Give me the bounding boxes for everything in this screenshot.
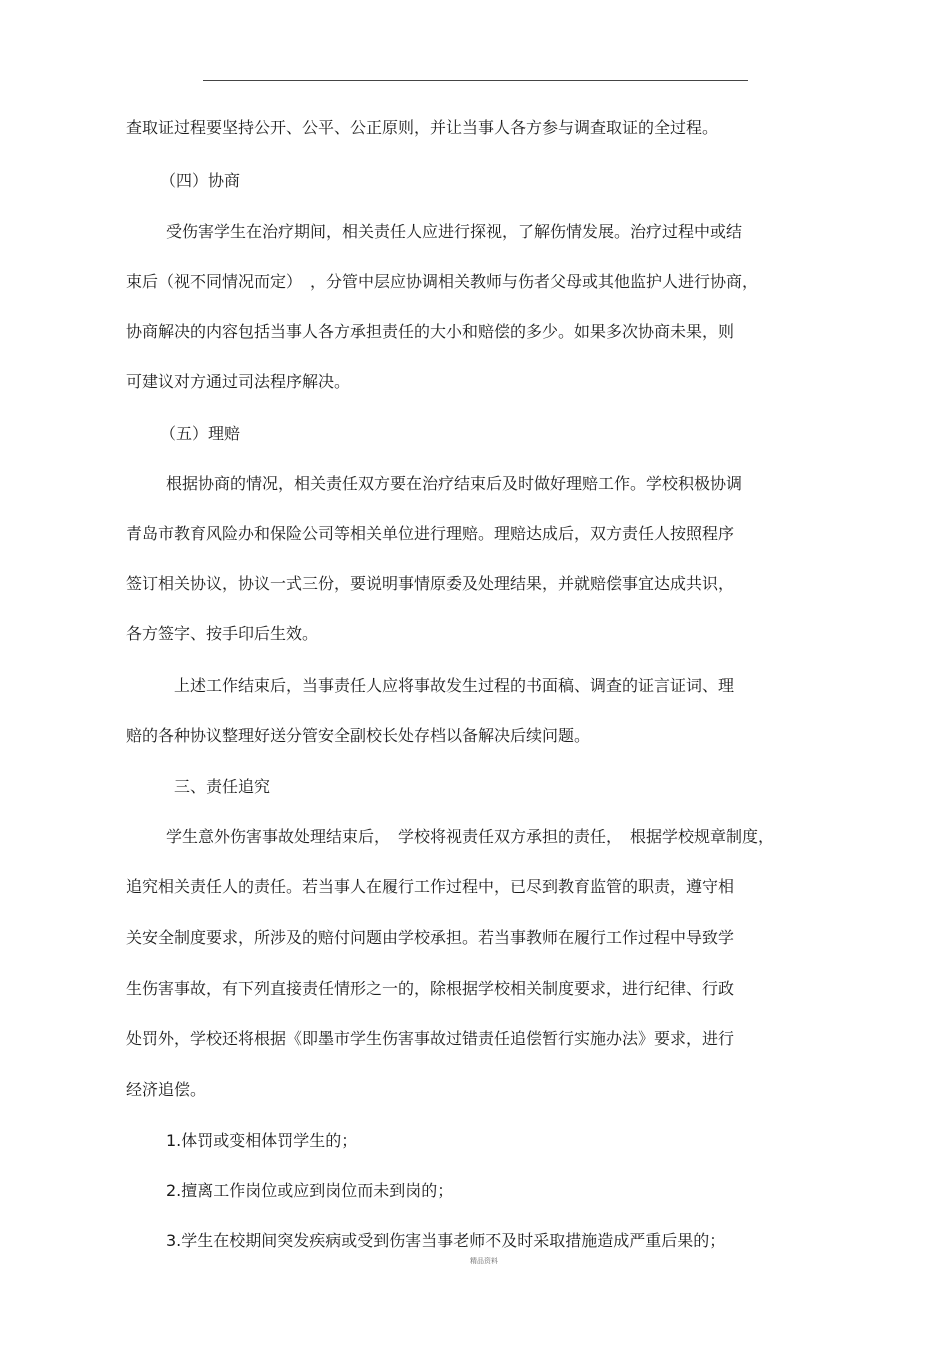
paragraph-line: 关安全制度要求，所涉及的赔付问题由学校承担。若当事教师在履行工作过程中导致学 <box>126 928 735 947</box>
paragraph-line: 查取证过程要坚持公开、公平、公正原则，并让当事人各方参与调查取证的全过程。 <box>126 118 719 137</box>
list-item: 1.体罚或变相体罚学生的； <box>166 1131 358 1150</box>
paragraph-line: 赔的各种协议整理好送分管安全副校长处存档以备解决后续问题。 <box>126 726 591 745</box>
paragraph-line: 根据协商的情况，相关责任双方要在治疗结束后及时做好理赔工作。学校积极协调 <box>166 474 743 493</box>
section-heading: （四）协商 <box>160 171 241 190</box>
paragraph-line: 经济追偿。 <box>126 1080 207 1099</box>
paragraph-line: 生伤害事故，有下列直接责任情形之一的，除根据学校相关制度要求，进行纪律、行政 <box>126 979 735 998</box>
paragraph-line: 各方签字、按手印后生效。 <box>126 624 319 643</box>
section-heading: （五）理赔 <box>160 424 241 443</box>
paragraph-line: 束后（视不同情况而定） ，分管中层应协调相关教师与伤者父母或其他监护人进行协商， <box>126 272 759 291</box>
list-item: 3.学生在校期间突发疾病或受到伤害当事老师不及时采取措施造成严重后果的； <box>166 1231 726 1250</box>
paragraph-line: 学生意外伤害事故处理结束后， 学校将视责任双方承担的责任， 根据学校规章制度， <box>166 827 775 846</box>
paragraph-line: 上述工作结束后，当事责任人应将事故发生过程的书面稿、调查的证言证词、理 <box>174 676 735 695</box>
header-rule <box>203 80 748 81</box>
paragraph-line: 可建议对方通过司法程序解决。 <box>126 372 351 391</box>
paragraph-line: 受伤害学生在治疗期间，相关责任人应进行探视，了解伤情发展。治疗过程中或结 <box>166 222 743 241</box>
paragraph-line: 追究相关责任人的责任。若当事人在履行工作过程中，已尽到教育监管的职责，遵守相 <box>126 877 735 896</box>
paragraph-line: 签订相关协议，协议一式三份，要说明事情原委及处理结果，并就赔偿事宜达成共识， <box>126 574 735 593</box>
paragraph-line: 处罚外，学校还将根据《即墨市学生伤害事故过错责任追偿暂行实施办法》要求，进行 <box>126 1029 735 1048</box>
paragraph-line: 协商解决的内容包括当事人各方承担责任的大小和赔偿的多少。如果多次协商未果，则 <box>126 322 735 341</box>
section-heading: 三、责任追究 <box>174 777 271 796</box>
footer-label: 精品资料 <box>470 1257 498 1265</box>
paragraph-line: 青岛市教育风险办和保险公司等相关单位进行理赔。理赔达成后，双方责任人按照程序 <box>126 524 735 543</box>
list-item: 2.擅离工作岗位或应到岗位而未到岗的； <box>166 1181 454 1200</box>
